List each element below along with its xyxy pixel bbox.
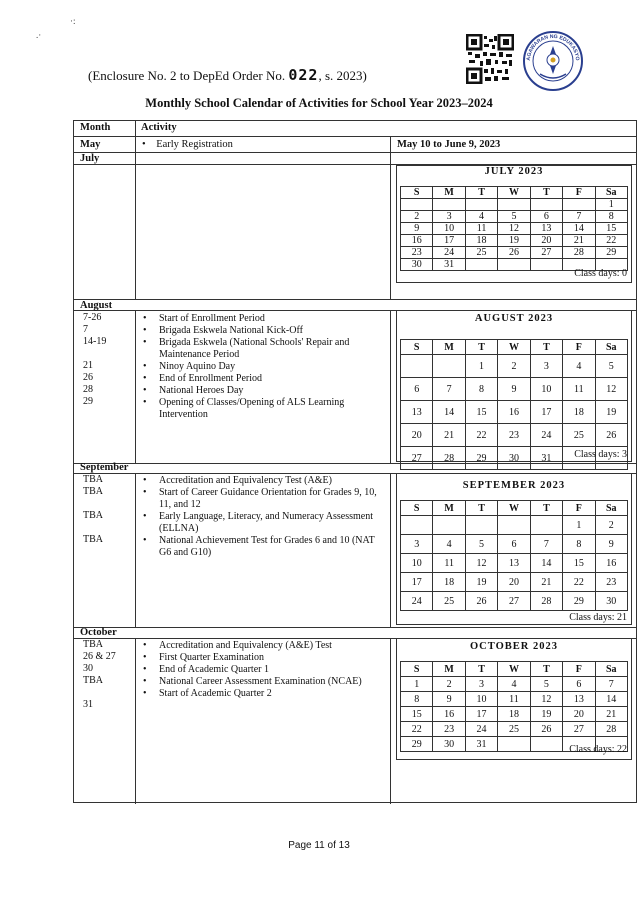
activity-text: Accreditation and Equivalency (A&E) Test <box>159 640 332 651</box>
weekday-header: T <box>530 187 562 199</box>
october-activities <box>143 640 384 700</box>
calendar-day: 9 <box>498 378 530 401</box>
calendar-day: 31 <box>465 737 497 752</box>
page-title: Monthly School Calendar of Activities for School Year 2023–2024 <box>145 96 493 110</box>
calendar-day: 30 <box>433 737 465 752</box>
calendar-day: 12 <box>498 223 530 235</box>
august-class-days: Class days: 3 <box>574 449 627 460</box>
activity-text: Opening of Classes/Opening of ALS Learning Intervention <box>159 397 345 420</box>
calendar-day: 17 <box>465 707 497 722</box>
activity-date: 7-26 <box>83 312 102 323</box>
calendar-day: 15 <box>465 401 497 424</box>
weekday-header: M <box>433 662 465 677</box>
september-dates <box>83 474 103 546</box>
weekday-header: M <box>433 187 465 199</box>
calendar-day: 14 <box>563 223 595 235</box>
bullet: • <box>143 688 147 699</box>
weekday-header: Sa <box>595 187 627 199</box>
calendar-table <box>73 120 637 803</box>
weekday-header: Sa <box>595 501 627 516</box>
calendar-day: 6 <box>563 677 595 692</box>
calendar-day: 2 <box>498 355 530 378</box>
calendar-day: 13 <box>498 554 530 573</box>
calendar-day: 16 <box>595 554 627 573</box>
row-divider <box>74 627 636 628</box>
activity-date: TBA <box>83 534 103 545</box>
calendar-day: 24 <box>530 424 562 447</box>
calendar-day: 14 <box>595 692 627 707</box>
col-divider <box>390 136 391 164</box>
calendar-day: 20 <box>401 424 433 447</box>
calendar-day: 3 <box>401 535 433 554</box>
calendar-day: 6 <box>401 378 433 401</box>
seal-text: AGAWARAN NG EDUKASYO <box>525 33 581 61</box>
calendar-day <box>498 259 530 271</box>
calendar-day: 5 <box>530 677 562 692</box>
calendar-day: 7 <box>530 535 562 554</box>
august-dates <box>83 312 106 408</box>
calendar-day: 21 <box>563 235 595 247</box>
activity-date: 7 <box>83 324 88 335</box>
calendar-day: 10 <box>530 378 562 401</box>
calendar-day <box>401 355 433 378</box>
calendar-day: 16 <box>401 235 433 247</box>
activity-date: 26 <box>83 372 93 383</box>
calendar-day: 5 <box>498 211 530 223</box>
calendar-day: 5 <box>465 535 497 554</box>
calendar-day <box>401 516 433 535</box>
calendar-day <box>498 199 530 211</box>
calendar-day: 8 <box>401 692 433 707</box>
calendar-day: 4 <box>563 355 595 378</box>
activity-text: Ninoy Aquino Day <box>159 361 236 372</box>
activity-date: 28 <box>83 384 93 395</box>
calendar-day: 18 <box>498 707 530 722</box>
calendar-day: 19 <box>465 573 497 592</box>
col-divider <box>135 121 136 164</box>
activity-item <box>143 652 384 664</box>
calendar-day: 23 <box>498 424 530 447</box>
row-divider <box>74 152 636 153</box>
calendar-day: 31 <box>530 447 562 470</box>
calendar-day <box>530 516 562 535</box>
calendar-day: 20 <box>498 573 530 592</box>
activity-date: TBA <box>83 486 103 497</box>
calendar-day: 25 <box>498 722 530 737</box>
calendar-day: 13 <box>563 692 595 707</box>
calendar-day: 27 <box>530 247 562 259</box>
calendar-day: 9 <box>433 692 465 707</box>
col-divider <box>390 164 391 299</box>
september-activities <box>143 475 387 559</box>
october-dates <box>83 639 116 711</box>
weekday-header: T <box>530 501 562 516</box>
calendar-day: 3 <box>530 355 562 378</box>
calendar-day: 11 <box>465 223 497 235</box>
qr-code-icon <box>466 34 514 84</box>
enclosure-prefix: (Enclosure No. 2 to DepEd Order No. <box>88 68 286 83</box>
calendar-day: 18 <box>465 235 497 247</box>
weekday-header: Sa <box>595 662 627 677</box>
month-may: May <box>80 139 101 150</box>
activity-text: Brigada Eskwela (National Schools' Repair and Maintenance Period <box>159 337 350 360</box>
calendar-day: 29 <box>563 592 595 611</box>
weekday-header: F <box>563 662 595 677</box>
calendar-day: 12 <box>530 692 562 707</box>
calendar-day: 12 <box>595 378 627 401</box>
activity-item <box>143 676 384 688</box>
calendar-day: 27 <box>498 592 530 611</box>
bullet: • <box>143 652 147 663</box>
row-divider <box>74 299 636 300</box>
col-divider <box>390 638 391 804</box>
september-class-days: Class days: 21 <box>569 612 627 623</box>
activity-date <box>83 522 103 534</box>
activity-text: Accreditation and Equivalency Test (A&E) <box>159 475 332 486</box>
calendar-day: 1 <box>563 516 595 535</box>
october-grid <box>400 661 628 752</box>
calendar-day: 6 <box>530 211 562 223</box>
july-calendar-title: JULY 2023 <box>484 166 544 177</box>
calendar-day: 2 <box>595 516 627 535</box>
calendar-day: 4 <box>465 211 497 223</box>
calendar-day: 28 <box>530 592 562 611</box>
month-october: October <box>80 627 117 638</box>
col-divider <box>390 473 391 627</box>
calendar-day: 29 <box>401 737 433 752</box>
calendar-day: 11 <box>498 692 530 707</box>
calendar-day: 23 <box>595 573 627 592</box>
calendar-day: 3 <box>465 677 497 692</box>
bullet: • <box>143 511 147 522</box>
calendar-day: 4 <box>498 677 530 692</box>
activity-item <box>143 511 387 535</box>
calendar-day: 13 <box>530 223 562 235</box>
weekday-header: S <box>401 340 433 355</box>
calendar-day: 26 <box>530 722 562 737</box>
calendar-day: 2 <box>401 211 433 223</box>
activity-item <box>143 535 387 559</box>
month-august: August <box>80 300 113 311</box>
enclosure-suffix: , s. 2023) <box>318 68 367 83</box>
calendar-day <box>465 199 497 211</box>
calendar-day: 13 <box>401 401 433 424</box>
row-divider <box>74 136 636 137</box>
activity-date <box>83 348 106 360</box>
bullet: • <box>143 487 147 498</box>
bullet: • <box>143 385 147 396</box>
july-calendar <box>396 165 632 283</box>
calendar-day: 8 <box>563 535 595 554</box>
calendar-day: 1 <box>401 677 433 692</box>
bullet: • <box>143 676 147 687</box>
calendar-day <box>465 516 497 535</box>
weekday-header: T <box>465 501 497 516</box>
page-number: Page 11 of 13 <box>288 840 350 851</box>
calendar-day <box>401 199 433 211</box>
calendar-day: 15 <box>401 707 433 722</box>
activity-text: First Quarter Examination <box>159 652 264 663</box>
bullet: • <box>143 337 147 348</box>
activity-item <box>143 487 387 511</box>
activity-item <box>143 325 384 337</box>
september-calendar <box>396 473 632 625</box>
october-class-days: Class days: 22 <box>569 744 627 755</box>
calendar-day: 19 <box>498 235 530 247</box>
calendar-day: 11 <box>433 554 465 573</box>
calendar-day: 18 <box>433 573 465 592</box>
calendar-day: 19 <box>530 707 562 722</box>
calendar-day: 25 <box>433 592 465 611</box>
weekday-header: T <box>465 662 497 677</box>
calendar-day: 23 <box>433 722 465 737</box>
bullet: • <box>142 139 146 150</box>
calendar-day: 15 <box>595 223 627 235</box>
activity-text: National Career Assessment Examination (NCAE) <box>159 676 362 687</box>
activity-date: 31 <box>83 699 93 710</box>
calendar-day: 10 <box>401 554 433 573</box>
activity-text: End of Academic Quarter 1 <box>159 664 269 675</box>
calendar-day: 2 <box>433 677 465 692</box>
scan-mark: ·: <box>70 16 76 26</box>
activity-date: TBA <box>83 474 103 485</box>
calendar-day: 14 <box>530 554 562 573</box>
weekday-header: S <box>401 501 433 516</box>
activity-may <box>142 139 233 150</box>
calendar-day: 27 <box>563 722 595 737</box>
activity-date <box>83 498 103 510</box>
activity-date: 14-19 <box>83 336 107 347</box>
bullet: • <box>143 361 147 372</box>
calendar-day: 7 <box>563 211 595 223</box>
calendar-day: 27 <box>401 447 433 470</box>
calendar-day: 17 <box>401 573 433 592</box>
calendar-day: 1 <box>465 355 497 378</box>
bullet: • <box>143 664 147 675</box>
weekday-header: M <box>433 340 465 355</box>
bullet: • <box>143 313 147 324</box>
activity-date <box>83 687 116 699</box>
weekday-header: W <box>498 662 530 677</box>
calendar-day: 28 <box>595 722 627 737</box>
col-divider <box>135 310 136 463</box>
calendar-day: 8 <box>595 211 627 223</box>
calendar-day: 11 <box>563 378 595 401</box>
calendar-day: 17 <box>530 401 562 424</box>
july-grid <box>400 186 628 271</box>
weekday-header: M <box>433 501 465 516</box>
calendar-day: 24 <box>401 592 433 611</box>
calendar-day: 7 <box>595 677 627 692</box>
calendar-day: 3 <box>433 211 465 223</box>
activity-date: TBA <box>83 510 103 521</box>
bullet: • <box>143 640 147 651</box>
activity-item <box>143 385 384 397</box>
calendar-day: 22 <box>465 424 497 447</box>
calendar-day: 20 <box>530 235 562 247</box>
calendar-day <box>530 199 562 211</box>
activity-early-registration: Early Registration <box>156 139 233 150</box>
calendar-day <box>433 199 465 211</box>
calendar-day: 15 <box>563 554 595 573</box>
calendar-day: 23 <box>401 247 433 259</box>
calendar-day <box>563 199 595 211</box>
col-divider <box>390 310 391 463</box>
august-activities <box>143 313 384 421</box>
activity-item <box>143 313 384 325</box>
calendar-day <box>498 516 530 535</box>
october-calendar-title: OCTOBER 2023 <box>470 641 558 652</box>
bullet: • <box>143 397 147 408</box>
bullet: • <box>143 475 147 486</box>
calendar-day: 19 <box>595 401 627 424</box>
calendar-day: 26 <box>595 424 627 447</box>
bullet: • <box>143 373 147 384</box>
calendar-day: 22 <box>563 573 595 592</box>
calendar-day: 16 <box>498 401 530 424</box>
activity-text: Brigada Eskwela National Kick-Off <box>159 325 303 336</box>
weekday-header: F <box>563 187 595 199</box>
deped-seal-icon <box>522 30 584 92</box>
calendar-day <box>530 737 562 752</box>
may-dates: May 10 to June 9, 2023 <box>397 139 501 150</box>
calendar-day: 17 <box>433 235 465 247</box>
activity-header: Activity <box>141 122 177 133</box>
calendar-day: 10 <box>433 223 465 235</box>
july-class-days: Class days: 0 <box>574 268 627 279</box>
weekday-header: Sa <box>595 340 627 355</box>
calendar-day: 1 <box>595 199 627 211</box>
activity-text: Start of Career Guidance Orientation for Grades 9, 10, 11, and 12 <box>159 487 377 510</box>
calendar-day: 30 <box>401 259 433 271</box>
calendar-day: 10 <box>465 692 497 707</box>
activity-date: TBA <box>83 639 103 650</box>
weekday-header: T <box>530 662 562 677</box>
weekday-header: W <box>498 340 530 355</box>
activity-date: 30 <box>83 663 93 674</box>
month-september: September <box>80 462 129 473</box>
activity-text: National Heroes Day <box>159 385 244 396</box>
august-calendar <box>396 310 632 462</box>
col-divider <box>135 473 136 627</box>
col-divider <box>135 164 136 299</box>
activity-item <box>143 688 384 700</box>
calendar-day: 30 <box>595 592 627 611</box>
calendar-day: 16 <box>433 707 465 722</box>
calendar-day <box>433 355 465 378</box>
calendar-day: 6 <box>498 535 530 554</box>
activity-item <box>143 397 384 421</box>
calendar-day: 5 <box>595 355 627 378</box>
calendar-day <box>530 259 562 271</box>
calendar-day: 9 <box>401 223 433 235</box>
calendar-day: 24 <box>465 722 497 737</box>
calendar-day: 28 <box>563 247 595 259</box>
calendar-day: 14 <box>433 401 465 424</box>
calendar-day: 31 <box>433 259 465 271</box>
activity-item <box>143 475 387 487</box>
bullet: • <box>143 535 147 546</box>
weekday-header: W <box>498 501 530 516</box>
calendar-day: 12 <box>465 554 497 573</box>
calendar-day: 25 <box>465 247 497 259</box>
scan-mark: .· <box>36 30 42 40</box>
calendar-day: 22 <box>595 235 627 247</box>
activity-item <box>143 664 384 676</box>
activity-date: TBA <box>83 675 103 686</box>
calendar-day: 21 <box>530 573 562 592</box>
calendar-day: 4 <box>433 535 465 554</box>
activity-text: National Achievement Test for Grades 6 and 10 (NAT G6 and G10) <box>159 535 375 558</box>
calendar-day: 22 <box>401 722 433 737</box>
weekday-header: F <box>563 501 595 516</box>
calendar-day: 26 <box>465 592 497 611</box>
september-calendar-title: SEPTEMBER 2023 <box>462 480 566 491</box>
calendar-day: 24 <box>433 247 465 259</box>
calendar-day: 29 <box>465 447 497 470</box>
august-calendar-title: AUGUST 2023 <box>474 313 554 324</box>
activity-text: Start of Academic Quarter 2 <box>159 688 272 699</box>
calendar-day: 20 <box>563 707 595 722</box>
weekday-header: S <box>401 187 433 199</box>
weekday-header: T <box>465 187 497 199</box>
september-grid <box>400 500 628 611</box>
calendar-day: 25 <box>563 424 595 447</box>
calendar-day: 30 <box>498 447 530 470</box>
calendar-day <box>465 259 497 271</box>
weekday-header: F <box>563 340 595 355</box>
calendar-day: 29 <box>595 247 627 259</box>
calendar-day: 26 <box>498 247 530 259</box>
activity-text: End of Enrollment Period <box>159 373 263 384</box>
calendar-day: 21 <box>595 707 627 722</box>
weekday-header: T <box>465 340 497 355</box>
calendar-day: 21 <box>433 424 465 447</box>
october-calendar <box>396 638 632 760</box>
activity-item <box>143 373 384 385</box>
activity-item <box>143 337 384 361</box>
weekday-header: S <box>401 662 433 677</box>
calendar-day <box>433 516 465 535</box>
activity-date: 26 & 27 <box>83 651 116 662</box>
calendar-day <box>498 737 530 752</box>
calendar-day: 28 <box>433 447 465 470</box>
activity-text: Start of Enrollment Period <box>159 313 265 324</box>
weekday-header: W <box>498 187 530 199</box>
calendar-day: 18 <box>563 401 595 424</box>
calendar-day: 8 <box>465 378 497 401</box>
weekday-header: T <box>530 340 562 355</box>
order-number: 022 <box>288 66 319 84</box>
enclosure-line <box>88 66 367 84</box>
month-header: Month <box>80 122 111 133</box>
activity-date: 21 <box>83 360 93 371</box>
calendar-day: 9 <box>595 535 627 554</box>
bullet: • <box>143 325 147 336</box>
calendar-day: 7 <box>433 378 465 401</box>
activity-item <box>143 640 384 652</box>
month-july: July <box>80 153 100 164</box>
activity-date: 29 <box>83 396 93 407</box>
activity-item <box>143 361 384 373</box>
activity-text: Early Language, Literacy, and Numeracy Assessment (ELLNA) <box>159 511 373 534</box>
col-divider <box>135 638 136 804</box>
